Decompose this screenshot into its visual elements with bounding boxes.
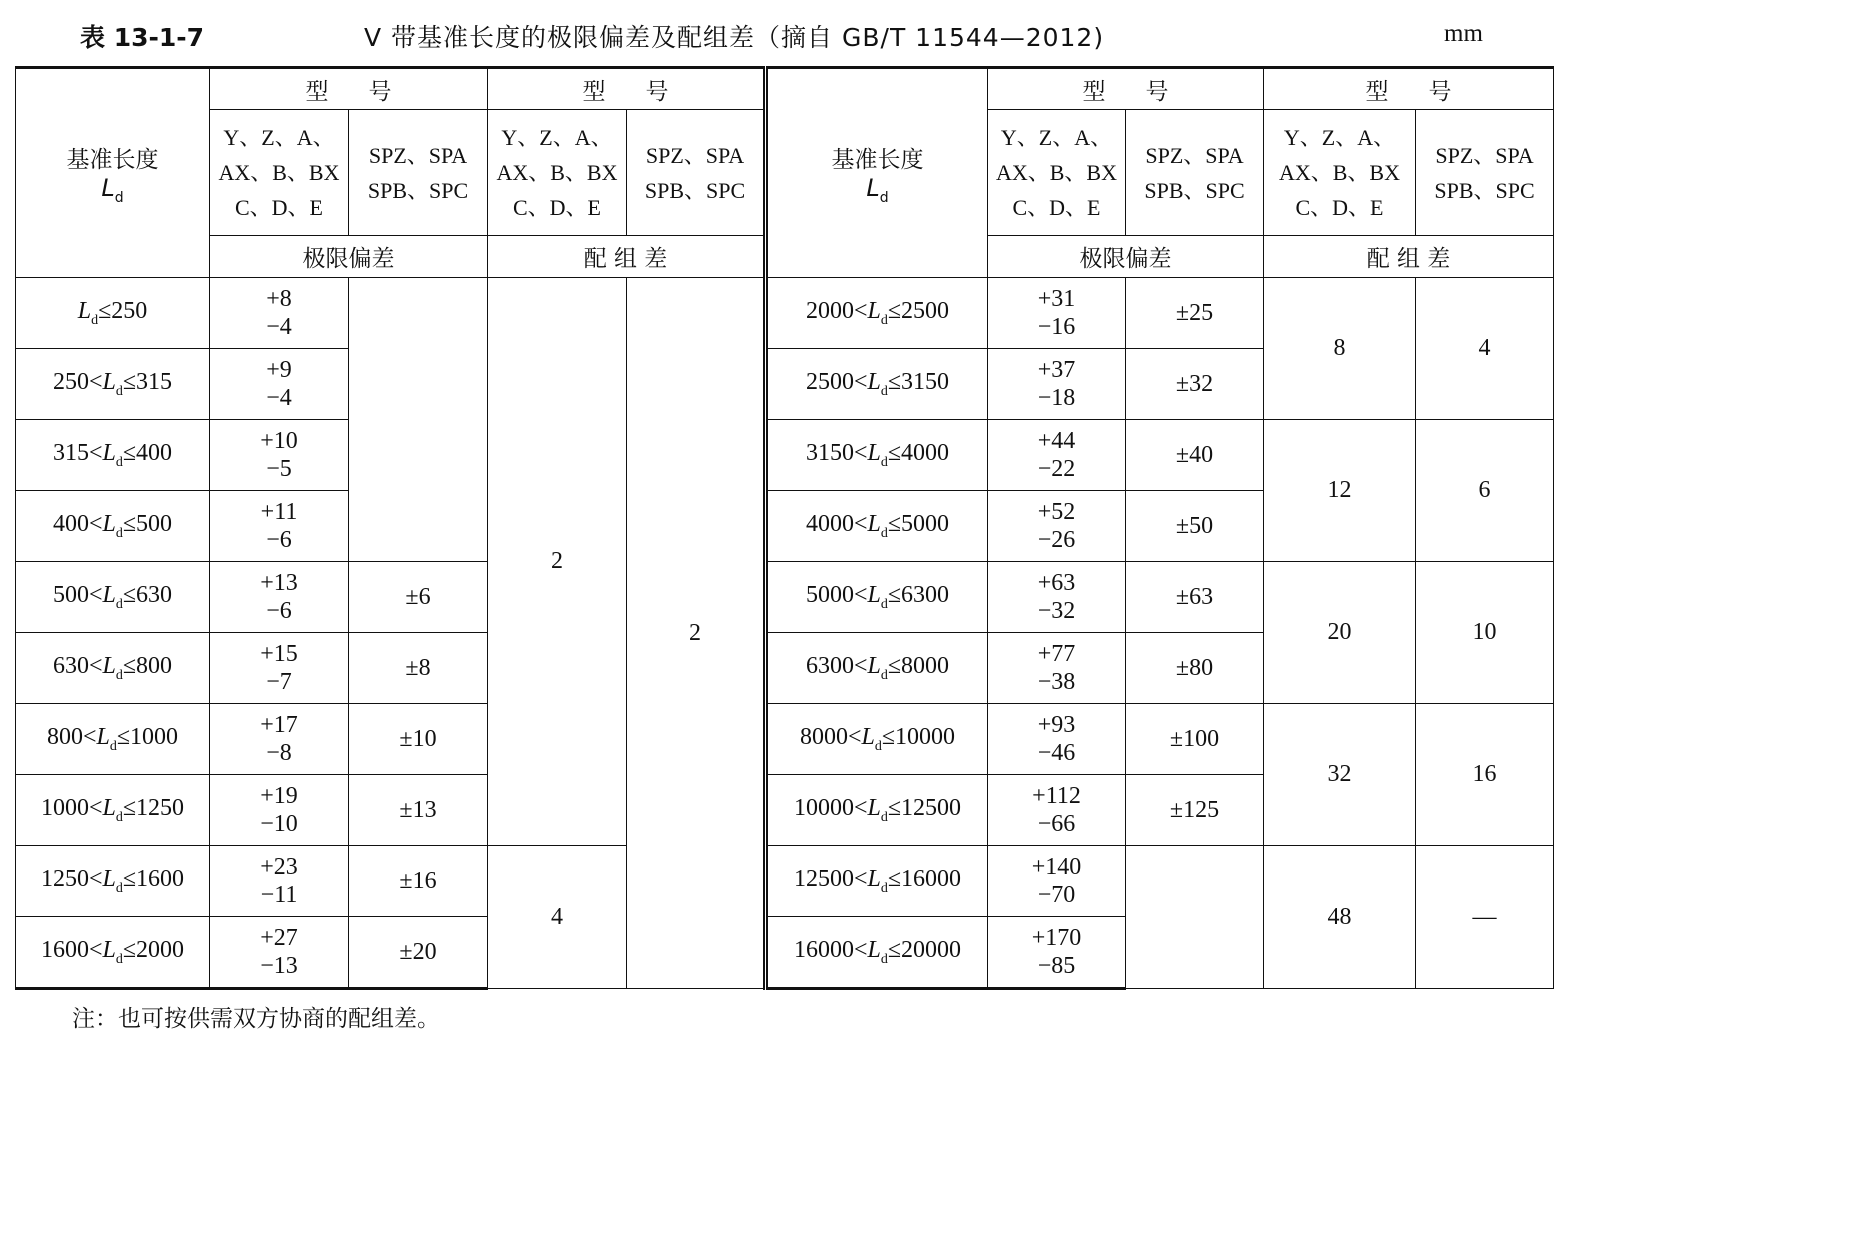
left-narrow-deviation: ±8 [349, 633, 488, 704]
left-narrow-deviation-empty [349, 278, 488, 562]
table-unit: mm [1444, 20, 1483, 47]
left-length-range: $800<L_d\le 1000$ [16, 704, 210, 775]
right-classic-deviation: +52 −26 [988, 491, 1126, 562]
left-narrow-deviation: ±13 [349, 775, 488, 846]
ld-symbol: $L_d$ [866, 173, 889, 206]
right-length-range: $3150<L_d\le 4000$ [766, 420, 988, 491]
header-type-left-2: 型号 [488, 68, 766, 110]
right-narrow-deviation: ±50 [1126, 491, 1264, 562]
right-length-range: $5000<L_d\le 6300$ [766, 562, 988, 633]
header-narrow-types: SPZ、SPA SPB、SPC [349, 110, 488, 236]
right-length-range: $10000<L_d\le 12500$ [766, 775, 988, 846]
right-narrow-deviation: ±100 [1126, 704, 1264, 775]
right-length-range: $2000<L_d\le 2500$ [766, 278, 988, 349]
header-type-left-1: 型号 [210, 68, 488, 110]
left-classic-deviation: +23 −11 [210, 846, 349, 917]
right-classic-deviation: +31 −16 [988, 278, 1126, 349]
right-narrow-deviation: ±63 [1126, 562, 1264, 633]
right-classic-deviation: +112 −66 [988, 775, 1126, 846]
header-narrow-types: SPZ、SPA SPB、SPC [1416, 110, 1554, 236]
right-classic-deviation: +37 −18 [988, 349, 1126, 420]
right-narrow-deviation: ±80 [1126, 633, 1264, 704]
header-classic-types: Y、Z、A、 AX、B、BX C、D、E [988, 110, 1126, 236]
left-classic-deviation: +15 −7 [210, 633, 349, 704]
left-classic-deviation: +27 −13 [210, 917, 349, 989]
table-caption [0, 14, 1568, 58]
right-classic-deviation: +93 −46 [988, 704, 1126, 775]
v-belt-length-deviation-table [15, 66, 1554, 990]
right-length-range: $16000<L_d\le 20000$ [766, 917, 988, 989]
table-note: 注：也可按供需双方协商的配组差。 [72, 1006, 440, 1032]
right-classic-deviation: +63 −32 [988, 562, 1126, 633]
right-narrow-deviation-empty [1126, 846, 1264, 989]
left-narrow-deviation: ±20 [349, 917, 488, 989]
table-title: V 带基准长度的极限偏差及配组差（摘自 GB/T 11544—2012) [364, 23, 1105, 52]
right-narrow-matching: 4 [1416, 278, 1554, 420]
left-narrow-matching: 2 [627, 278, 766, 989]
header-type-right-1: 型号 [988, 68, 1264, 110]
right-classic-matching: 48 [1264, 846, 1416, 989]
right-length-range: $4000<L_d\le 5000$ [766, 491, 988, 562]
header-matching-difference-left: 配 组 差 [488, 236, 766, 278]
right-classic-deviation: +170 −85 [988, 917, 1126, 989]
right-classic-matching: 20 [1264, 562, 1416, 704]
ld-symbol: $L_d$ [101, 173, 124, 206]
right-classic-deviation: +77 −38 [988, 633, 1126, 704]
left-classic-deviation: +13 −6 [210, 562, 349, 633]
right-narrow-deviation: ±40 [1126, 420, 1264, 491]
left-classic-deviation: +11 −6 [210, 491, 349, 562]
left-classic-matching-group2: 4 [488, 846, 627, 989]
header-matching-difference-right: 配 组 差 [1264, 236, 1554, 278]
header-narrow-types: SPZ、SPA SPB、SPC [1126, 110, 1264, 236]
left-classic-deviation: +10 −5 [210, 420, 349, 491]
basis-length-label: 基准长度 [831, 146, 924, 173]
right-narrow-matching: 16 [1416, 704, 1554, 846]
left-length-range: $1000<L_d\le 1250$ [16, 775, 210, 846]
header-type-right-2: 型号 [1264, 68, 1554, 110]
right-narrow-matching: 10 [1416, 562, 1554, 704]
left-length-range: $400<L_d\le 500$ [16, 491, 210, 562]
right-classic-matching: 12 [1264, 420, 1416, 562]
right-length-range: $2500<L_d\le 3150$ [766, 349, 988, 420]
left-classic-deviation: +8 −4 [210, 278, 349, 349]
right-narrow-deviation: ±32 [1126, 349, 1264, 420]
right-classic-matching: 32 [1264, 704, 1416, 846]
left-narrow-deviation: ±6 [349, 562, 488, 633]
header-limit-deviation-left: 极限偏差 [210, 236, 488, 278]
right-narrow-matching: — [1416, 846, 1554, 989]
right-narrow-deviation: ±125 [1126, 775, 1264, 846]
left-length-range: $250<L_d\le 315$ [16, 349, 210, 420]
right-classic-deviation: +140 −70 [988, 846, 1126, 917]
left-classic-deviation: +17 −8 [210, 704, 349, 775]
left-classic-deviation: +19 −10 [210, 775, 349, 846]
right-narrow-matching: 6 [1416, 420, 1554, 562]
header-basis-length-right [766, 68, 988, 278]
table-number: 表 13-1-7 [80, 23, 205, 52]
header-classic-types: Y、Z、A、 AX、B、BX C、D、E [210, 110, 349, 236]
header-narrow-types: SPZ、SPA SPB、SPC [627, 110, 766, 236]
left-classic-matching-group1: 2 [488, 278, 627, 846]
header-classic-types: Y、Z、A、 AX、B、BX C、D、E [1264, 110, 1416, 236]
right-length-range: $6300<L_d\le 8000$ [766, 633, 988, 704]
right-narrow-deviation: ±25 [1126, 278, 1264, 349]
left-length-range: $1600<L_d\le 2000$ [16, 917, 210, 989]
right-classic-matching: 8 [1264, 278, 1416, 420]
basis-length-label: 基准长度 [66, 146, 159, 173]
left-narrow-deviation: ±10 [349, 704, 488, 775]
right-length-range: $8000<L_d\le 10000$ [766, 704, 988, 775]
right-length-range: $12500<L_d\le 16000$ [766, 846, 988, 917]
left-length-range: $L_d\le 250$ [16, 278, 210, 349]
left-length-range: $630<L_d\le 800$ [16, 633, 210, 704]
left-length-range: $1250<L_d\le 1600$ [16, 846, 210, 917]
left-narrow-deviation: ±16 [349, 846, 488, 917]
left-length-range: $315<L_d\le 400$ [16, 420, 210, 491]
right-classic-deviation: +44 −22 [988, 420, 1126, 491]
left-classic-deviation: +9 −4 [210, 349, 349, 420]
left-length-range: $500<L_d\le 630$ [16, 562, 210, 633]
header-limit-deviation-right: 极限偏差 [988, 236, 1264, 278]
header-classic-types: Y、Z、A、 AX、B、BX C、D、E [488, 110, 627, 236]
header-basis-length-left [16, 68, 210, 278]
